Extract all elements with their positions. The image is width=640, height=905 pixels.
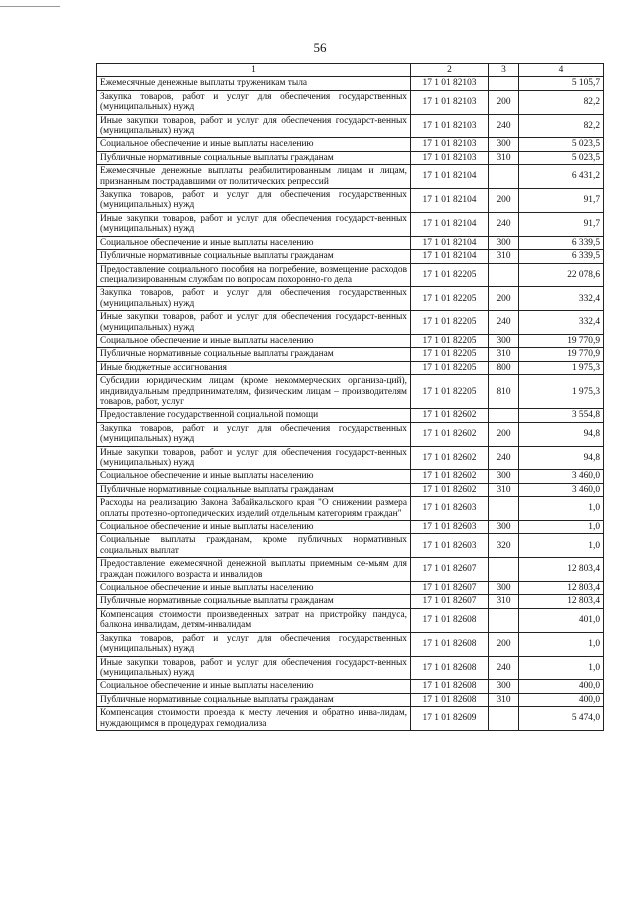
- top-edge-line: [0, 6, 60, 7]
- row-amount-cell: 1,0: [519, 632, 604, 656]
- row-amount-cell: 19 770,9: [519, 334, 604, 347]
- row-name-cell: Публичные нормативные социальные выплаты гражданам: [97, 595, 411, 608]
- row-code-cell: 17 1 01 82103: [411, 151, 489, 164]
- row-code-cell: 17 1 01 82104: [411, 250, 489, 263]
- row-amount-cell: 400,0: [519, 693, 604, 706]
- row-code-cell: 17 1 01 82104: [411, 165, 489, 189]
- row-amount-cell: 332,4: [519, 287, 604, 311]
- row-amount-cell: 6 339,5: [519, 236, 604, 249]
- row-amount-cell: 3 460,0: [519, 470, 604, 483]
- row-code-cell: 17 1 01 82103: [411, 114, 489, 138]
- row-vr-cell: [489, 558, 519, 582]
- row-code-cell: 17 1 01 82602: [411, 470, 489, 483]
- table-row: [97, 151, 604, 164]
- row-name-cell: Социальное обеспечение и иные выплаты населению: [97, 680, 411, 693]
- row-code-cell: 17 1 01 82609: [411, 707, 489, 731]
- row-vr-cell: 310: [489, 693, 519, 706]
- row-name-cell: Закупка товаров, работ и услуг для обеспечения государственных (муниципальных) нужд: [97, 422, 411, 446]
- row-vr-cell: 320: [489, 534, 519, 558]
- row-name-cell: Социальное обеспечение и иные выплаты населению: [97, 470, 411, 483]
- table-row: [97, 521, 604, 534]
- row-vr-cell: 300: [489, 334, 519, 347]
- table-row: [97, 582, 604, 595]
- row-code-cell: 17 1 01 82205: [411, 263, 489, 287]
- row-code-cell: 17 1 01 82103: [411, 77, 489, 90]
- table-row: [97, 348, 604, 361]
- table-row: [97, 470, 604, 483]
- row-name-cell: Субсидии юридическим лицам (кроме некоммерческих организа-ций), индивидуальным предпринимателям, физическим лицам – производителям товаров, работ, услуг: [97, 375, 411, 409]
- table-row: [97, 287, 604, 311]
- row-vr-cell: [489, 165, 519, 189]
- row-amount-cell: 12 803,4: [519, 582, 604, 595]
- row-vr-cell: 300: [489, 680, 519, 693]
- row-code-cell: 17 1 01 82608: [411, 608, 489, 632]
- table-row: [97, 680, 604, 693]
- row-vr-cell: 310: [489, 348, 519, 361]
- table-row: [97, 236, 604, 249]
- row-amount-cell: 91,7: [519, 189, 604, 213]
- row-name-cell: Предоставление государственной социальной помощи: [97, 409, 411, 422]
- row-amount-cell: 3 554,8: [519, 409, 604, 422]
- row-vr-cell: 240: [489, 114, 519, 138]
- row-vr-cell: [489, 707, 519, 731]
- row-amount-cell: 1,0: [519, 534, 604, 558]
- table-row: [97, 707, 604, 731]
- row-name-cell: Иные закупки товаров, работ и услуг для обеспечения государст-венных (муниципальных) нужд: [97, 114, 411, 138]
- row-vr-cell: 300: [489, 582, 519, 595]
- row-name-cell: Социальное обеспечение и иные выплаты населению: [97, 582, 411, 595]
- table-row: [97, 90, 604, 114]
- table-row: [97, 422, 604, 446]
- row-name-cell: Социальное обеспечение и иные выплаты населению: [97, 521, 411, 534]
- row-code-cell: 17 1 01 82205: [411, 348, 489, 361]
- table-row: [97, 497, 604, 521]
- row-code-cell: 17 1 01 82603: [411, 521, 489, 534]
- row-vr-cell: [489, 497, 519, 521]
- header-cell-code: 2: [411, 64, 489, 77]
- table-row: [97, 409, 604, 422]
- table-row: [97, 608, 604, 632]
- table-row: [97, 189, 604, 213]
- row-code-cell: 17 1 01 82205: [411, 375, 489, 409]
- row-name-cell: Ежемесячные денежные выплаты реабилитированным лицам и лицам, признанным пострадавшими от политических репрессий: [97, 165, 411, 189]
- row-vr-cell: 300: [489, 470, 519, 483]
- row-amount-cell: 5 474,0: [519, 707, 604, 731]
- row-code-cell: 17 1 01 82205: [411, 287, 489, 311]
- row-vr-cell: 200: [489, 189, 519, 213]
- row-amount-cell: 94,8: [519, 422, 604, 446]
- row-vr-cell: 300: [489, 138, 519, 151]
- row-vr-cell: 200: [489, 422, 519, 446]
- row-vr-cell: 810: [489, 375, 519, 409]
- table-row: [97, 361, 604, 374]
- row-code-cell: 17 1 01 82603: [411, 534, 489, 558]
- row-vr-cell: [489, 409, 519, 422]
- row-amount-cell: 1,0: [519, 497, 604, 521]
- row-amount-cell: 5 023,5: [519, 138, 604, 151]
- row-vr-cell: [489, 608, 519, 632]
- table-row: [97, 114, 604, 138]
- row-amount-cell: 6 431,2: [519, 165, 604, 189]
- row-vr-cell: 310: [489, 151, 519, 164]
- row-amount-cell: 12 803,4: [519, 595, 604, 608]
- row-amount-cell: 1,0: [519, 656, 604, 680]
- row-name-cell: Расходы на реализацию Закона Забайкальского края "О снижении размера оплаты протезно-ортопедических изделий отдельным категориям граждан": [97, 497, 411, 521]
- table-row: [97, 77, 604, 90]
- row-code-cell: 17 1 01 82608: [411, 680, 489, 693]
- table-row: [97, 656, 604, 680]
- row-code-cell: 17 1 01 82607: [411, 595, 489, 608]
- row-vr-cell: 310: [489, 483, 519, 496]
- table-row: [97, 212, 604, 236]
- row-code-cell: 17 1 01 82602: [411, 446, 489, 470]
- row-name-cell: Иные закупки товаров, работ и услуг для обеспечения государст-венных (муниципальных) нужд: [97, 446, 411, 470]
- row-vr-cell: 300: [489, 521, 519, 534]
- row-code-cell: 17 1 01 82205: [411, 334, 489, 347]
- row-amount-cell: 22 078,6: [519, 263, 604, 287]
- header-cell-vr: 3: [489, 64, 519, 77]
- row-vr-cell: 200: [489, 632, 519, 656]
- row-amount-cell: 3 460,0: [519, 483, 604, 496]
- row-amount-cell: 1 975,3: [519, 361, 604, 374]
- row-amount-cell: 1,0: [519, 521, 604, 534]
- row-vr-cell: 800: [489, 361, 519, 374]
- row-vr-cell: 240: [489, 311, 519, 335]
- header-cell-amount: 4: [519, 64, 604, 77]
- row-name-cell: Публичные нормативные социальные выплаты гражданам: [97, 151, 411, 164]
- table-row: [97, 250, 604, 263]
- row-vr-cell: 200: [489, 90, 519, 114]
- row-name-cell: Социальное обеспечение и иные выплаты населению: [97, 138, 411, 151]
- row-code-cell: 17 1 01 82608: [411, 656, 489, 680]
- row-amount-cell: 400,0: [519, 680, 604, 693]
- row-code-cell: 17 1 01 82103: [411, 138, 489, 151]
- row-name-cell: Публичные нормативные социальные выплаты гражданам: [97, 348, 411, 361]
- row-code-cell: 17 1 01 82104: [411, 189, 489, 213]
- row-amount-cell: 82,2: [519, 114, 604, 138]
- row-amount-cell: 12 803,4: [519, 558, 604, 582]
- table-header-row: [97, 64, 604, 77]
- row-amount-cell: 1 975,3: [519, 375, 604, 409]
- row-code-cell: 17 1 01 82104: [411, 212, 489, 236]
- row-amount-cell: 332,4: [519, 311, 604, 335]
- row-name-cell: Компенсация стоимости проезда к месту лечения и обратно инва-лидам, нуждающимся в процедурах гемодиализа: [97, 707, 411, 731]
- row-name-cell: Предоставление социального пособия на погребение, возмещение расходов специализированным службам по вопросам похоронно-го дела: [97, 263, 411, 287]
- row-name-cell: Предоставление ежемесячной денежной выплаты приемным се-мьям для граждан пожилого возраста и инвалидов: [97, 558, 411, 582]
- row-code-cell: 17 1 01 82608: [411, 693, 489, 706]
- row-code-cell: 17 1 01 82103: [411, 90, 489, 114]
- row-vr-cell: 200: [489, 287, 519, 311]
- row-amount-cell: 82,2: [519, 90, 604, 114]
- row-name-cell: Социальное обеспечение и иные выплаты населению: [97, 334, 411, 347]
- row-name-cell: Социальное обеспечение и иные выплаты населению: [97, 236, 411, 249]
- table-row: [97, 595, 604, 608]
- row-name-cell: Публичные нормативные социальные выплаты гражданам: [97, 250, 411, 263]
- row-code-cell: 17 1 01 82602: [411, 422, 489, 446]
- row-name-cell: Иные закупки товаров, работ и услуг для обеспечения государст-венных (муниципальных) нужд: [97, 212, 411, 236]
- table-row: [97, 138, 604, 151]
- row-code-cell: 17 1 01 82205: [411, 361, 489, 374]
- row-name-cell: Иные закупки товаров, работ и услуг для обеспечения государст-венных (муниципальных) нужд: [97, 311, 411, 335]
- table-row: [97, 263, 604, 287]
- row-amount-cell: 94,8: [519, 446, 604, 470]
- row-amount-cell: 5 023,5: [519, 151, 604, 164]
- table-row: [97, 334, 604, 347]
- table-row: [97, 558, 604, 582]
- row-amount-cell: 6 339,5: [519, 250, 604, 263]
- row-code-cell: 17 1 01 82607: [411, 582, 489, 595]
- row-code-cell: 17 1 01 82607: [411, 558, 489, 582]
- row-amount-cell: 19 770,9: [519, 348, 604, 361]
- row-amount-cell: 401,0: [519, 608, 604, 632]
- row-code-cell: 17 1 01 82205: [411, 311, 489, 335]
- row-vr-cell: [489, 77, 519, 90]
- header-cell-name: 1: [97, 64, 411, 77]
- budget-table: [96, 63, 604, 731]
- row-name-cell: Закупка товаров, работ и услуг для обеспечения государственных (муниципальных) нужд: [97, 189, 411, 213]
- row-name-cell: Ежемесячные денежные выплаты труженикам тыла: [97, 77, 411, 90]
- row-name-cell: Закупка товаров, работ и услуг для обеспечения государственных (муниципальных) нужд: [97, 287, 411, 311]
- row-name-cell: Иные закупки товаров, работ и услуг для обеспечения государст-венных (муниципальных) нужд: [97, 656, 411, 680]
- row-code-cell: 17 1 01 82602: [411, 409, 489, 422]
- row-code-cell: 17 1 01 82602: [411, 483, 489, 496]
- row-vr-cell: 300: [489, 236, 519, 249]
- table-row: [97, 446, 604, 470]
- row-amount-cell: 91,7: [519, 212, 604, 236]
- row-name-cell: Закупка товаров, работ и услуг для обеспечения государственных (муниципальных) нужд: [97, 90, 411, 114]
- row-name-cell: Публичные нормативные социальные выплаты гражданам: [97, 693, 411, 706]
- row-vr-cell: 240: [489, 446, 519, 470]
- row-vr-cell: 310: [489, 250, 519, 263]
- table-row: [97, 311, 604, 335]
- page-number: 56: [313, 40, 327, 55]
- table-row: [97, 534, 604, 558]
- row-vr-cell: [489, 263, 519, 287]
- row-code-cell: 17 1 01 82104: [411, 236, 489, 249]
- table-row: [97, 375, 604, 409]
- row-code-cell: 17 1 01 82603: [411, 497, 489, 521]
- row-vr-cell: 240: [489, 212, 519, 236]
- table-row: [97, 632, 604, 656]
- row-name-cell: Закупка товаров, работ и услуг для обеспечения государственных (муниципальных) нужд: [97, 632, 411, 656]
- table-row: [97, 693, 604, 706]
- row-amount-cell: 5 105,7: [519, 77, 604, 90]
- table-row: [97, 165, 604, 189]
- row-name-cell: Публичные нормативные социальные выплаты гражданам: [97, 483, 411, 496]
- row-code-cell: 17 1 01 82608: [411, 632, 489, 656]
- table-row: [97, 483, 604, 496]
- row-name-cell: Социальные выплаты гражданам, кроме публичных нормативных социальных выплат: [97, 534, 411, 558]
- row-vr-cell: 310: [489, 595, 519, 608]
- row-vr-cell: 240: [489, 656, 519, 680]
- row-name-cell: Иные бюджетные ассигнования: [97, 361, 411, 374]
- row-name-cell: Компенсация стоимости произведенных затрат на пристройку пандуса, балкона инвалидам, детям-инвалидам: [97, 608, 411, 632]
